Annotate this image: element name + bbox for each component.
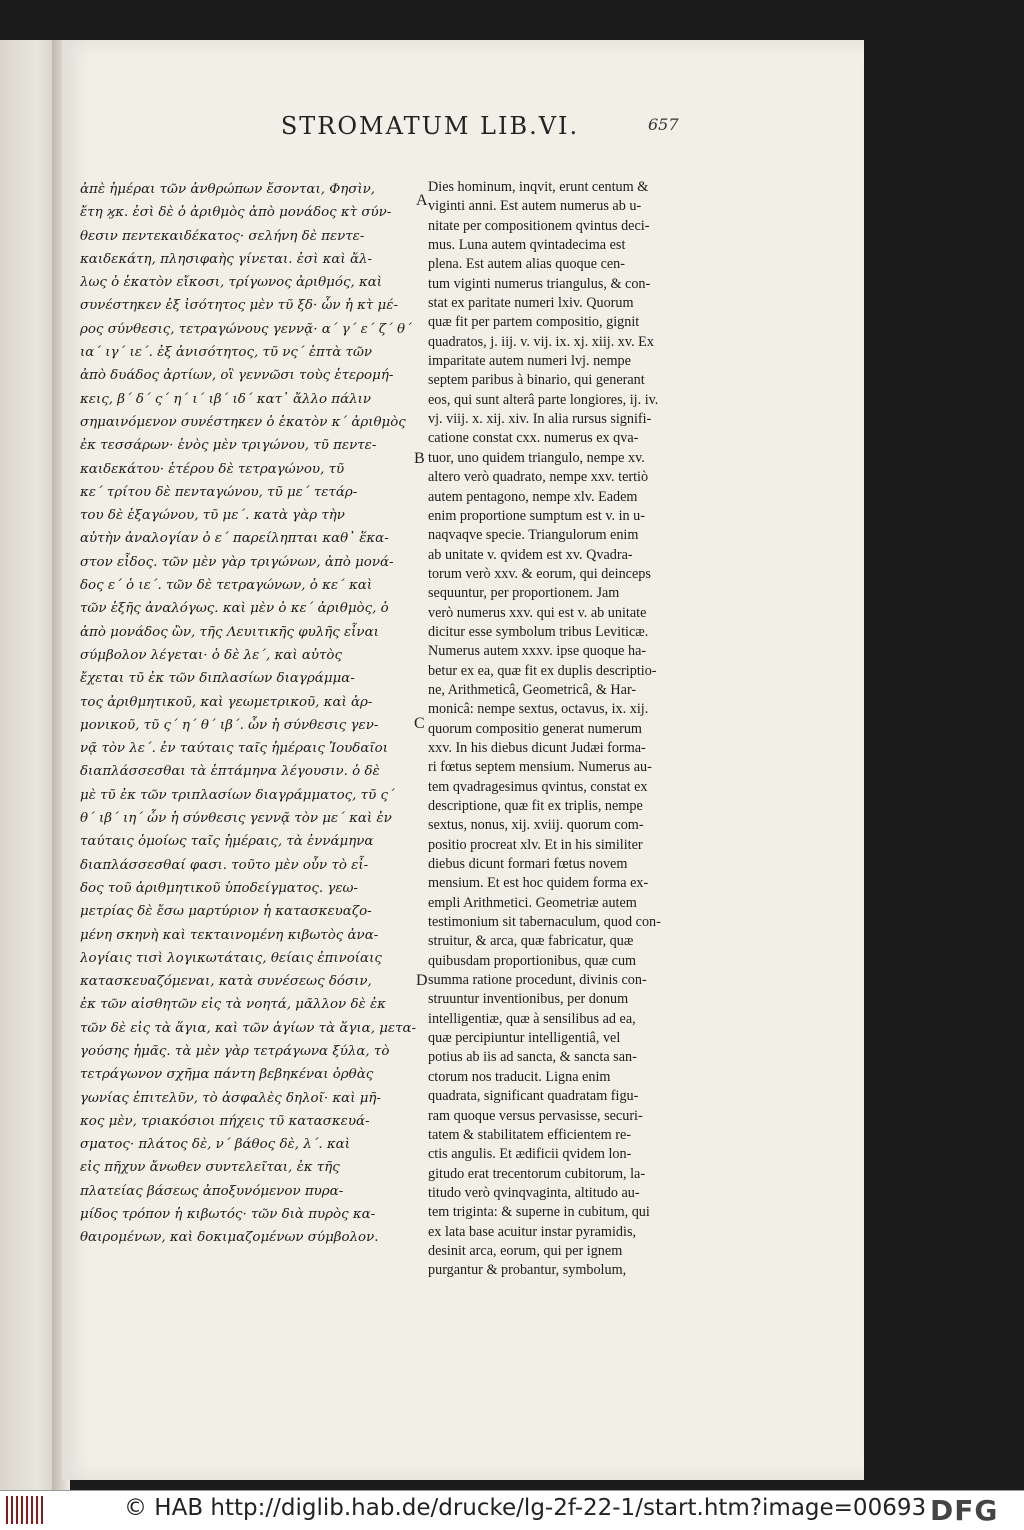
latin-text-line: monicâ: nempe sextus, octavus, ix. xij.: [428, 701, 649, 718]
latin-text-line: betur ex ea, quæ fit ex duplis descriptio-: [428, 662, 657, 679]
latin-text-line: gitudo erat trecentorum cubitorum, la-: [428, 1165, 646, 1182]
latin-text-line: tum viginti numerus triangulus, & con-: [428, 275, 651, 292]
latin-text-line: enim proportione sumptum est v. in u-: [428, 507, 645, 524]
greek-text-line: τετράγωνον σχῆμα πάντη βεβηκέναι ὀρθὰς: [80, 1067, 374, 1083]
greek-text-line: εἰς πῆχυν ἄνωθεν συντελεῖται, ἐκ τῆς: [80, 1160, 340, 1176]
folio-number: 657: [648, 115, 679, 134]
greek-text-line: μετρίας δὲ ἔσω μαρτύριον ἡ κατασκευαζο-: [80, 904, 372, 920]
greek-text-line: κε΄ τρίτου δὲ πενταγώνου, τῦ με΄ τετάρ-: [80, 484, 358, 500]
viewer-footer: [0, 1490, 1024, 1530]
greek-text-line: τῶν δὲ εἰς τὰ ἅγια, καὶ τῶν ἁγίων τὰ ἅγια, μετα-: [80, 1020, 417, 1036]
greek-text-line: κεις, β΄ δ΄ ς΄ η΄ ι΄ ιβ΄ ιδ΄ κατ᾽ ἄλλο πάλιν: [80, 391, 372, 407]
latin-text-line: tem qvadragesimus qvintus, constat ex: [428, 778, 648, 795]
latin-text-line: positio procreat xlv. Et in his similiter: [428, 836, 643, 853]
latin-text-line: catione constat cxx. numerus ex qva-: [428, 430, 639, 447]
greek-text-line: διαπλάσσεσθαί φασι. τοῦτο μὲν οὖν τὸ εἶ-: [80, 857, 369, 873]
section-marker-b: B: [414, 450, 425, 467]
greek-text-line: σύμβολον λέγεται· ὁ δὲ λε΄, καὶ αὐτὸς: [80, 647, 342, 663]
latin-text-line: empli Arithmetici. Geometriæ autem: [428, 894, 637, 911]
latin-text-line: quorum compositio generat numerum: [428, 720, 642, 737]
greek-text-line: ἀπὸ μονάδος ὢν, τῆς Λευιτικῆς φυλῆς εἶναι: [80, 624, 379, 640]
latin-text-line: potius ab iis ad sancta, & sancta san-: [428, 1049, 637, 1066]
greek-text-line: δος ε΄ ὁ ιε΄. τῶν δὲ τετραγώνων, ὁ κε΄ καὶ: [80, 578, 373, 594]
latin-text-line: ex lata base acuitur instar pyramidis,: [428, 1223, 637, 1240]
latin-text-line: quadrata, significant quadratam figu-: [428, 1088, 639, 1105]
latin-text-line: altero verò quadrato, nempe xxv. tertiò: [428, 469, 649, 486]
greek-text-line: λως ὁ ἑκατὸν εἴκοσι, τρίγωνος ἀριθμός, καὶ: [80, 275, 383, 291]
greek-text-line: θαιρομένων, καὶ δοκιμαζομένων σύμβολον.: [80, 1230, 379, 1246]
latin-text-line: ab unitate v. qvidem est xv. Qvadra-: [428, 546, 633, 563]
greek-text-line: σματος· πλάτος δὲ, ν΄ βάθος δὲ, λ΄. καὶ: [80, 1137, 350, 1153]
latin-text-line: quæ fit per partem compositio, gignit: [428, 314, 640, 331]
latin-text-line: dicitur esse symbolum tribus Leviticæ.: [428, 623, 649, 640]
latin-text-line: tem triginta: & superne in cubitum, qui: [428, 1204, 650, 1221]
latin-text-line: ram quoque versus pervasisse, securi-: [428, 1107, 643, 1124]
greek-text-line: γούσης ἡμᾶς. τὰ μὲν γὰρ τετράγωνα ξύλα, τὸ: [80, 1043, 390, 1059]
latin-text-line: torum verò xxv. & eorum, qui deinceps: [428, 565, 651, 582]
greek-text-line: λογίαις τισὶ λογικωτάταις, θείαις ἐπινοίαις: [80, 950, 382, 966]
greek-text-line: αὐτὴν ἀναλογίαν ὁ ε΄ παρείληπται καθ᾽ ἕκα-: [80, 531, 389, 547]
latin-text-line: nitate per compositionem qvintus deci-: [428, 217, 650, 234]
greek-text-column: [80, 178, 420, 1250]
latin-text-line: summa ratione procedunt, divinis con-: [428, 972, 647, 989]
latin-text-line: stat ex paritate numeri lxiv. Quorum: [428, 295, 634, 312]
greek-text-line: του δὲ ἑξαγώνου, τῦ με΄. κατὰ γὰρ τὴν: [80, 508, 345, 524]
latin-text-line: viginti anni. Est autem numerus ab u-: [428, 198, 642, 215]
section-marker-c: C: [414, 715, 425, 732]
latin-text-line: descriptione, quæ fit ex triplis, nempe: [428, 798, 643, 814]
greek-text-line: θ΄ ιβ΄ ιη΄ ὧν ἡ σύνθεσις γεννᾷ τὸν με΄ καὶ ἐν: [80, 811, 392, 827]
latin-text-line: intelligentiæ, quæ à sensilibus ad ea,: [428, 1010, 636, 1027]
latin-text-line: struuntur inventionibus, per donum: [428, 991, 629, 1008]
greek-text-line: ταύταις ὁμοίως ταῖς ἡμέραις, τὰ ἐννάμηνα: [80, 834, 374, 850]
latin-text-line: imparitate autem numeri lvj. nempe: [428, 353, 631, 370]
latin-text-line: purgantur & probantur, symbolum,: [428, 1262, 627, 1279]
greek-text-line: ἔτη ϗκ. ἐσὶ δὲ ὁ ἀριθμὸς ἀπὸ μονάδος κτ̀ σύν-: [80, 205, 392, 221]
latin-text-line: tuor, uno quidem triangulo, nempe xv.: [428, 449, 645, 466]
greek-text-line: τῶν ἑξῆς ἀναλόγως. καὶ μὲν ὁ κε΄ ἀριθμὸς, ὁ: [80, 601, 389, 617]
latin-text-line: sequuntur, per proportionem. Jam: [428, 585, 620, 602]
greek-text-line: ἐκ τῶν αἰσθητῶν εἰς τὰ νοητά, μᾶλλον δὲ ἐκ: [80, 997, 386, 1013]
latin-text-line: ctis angulis. Et ædificii qvidem lon-: [428, 1146, 632, 1163]
latin-text-line: mensium. Et est hoc quidem forma ex-: [428, 875, 649, 892]
source-credit-link[interactable]: © HAB http://diglib.hab.de/drucke/lg-2f-22-1/start.htm?image=00693: [124, 1495, 927, 1521]
section-marker-a: A: [416, 192, 428, 209]
greek-text-line: μὲ τῦ ἐκ τῶν τριπλασίων διαγράμματος, τῦ ς΄: [80, 787, 395, 803]
latin-text-line: verò numerus xxv. qui est v. ab unitate: [428, 604, 647, 621]
latin-text-line: ctorum nos traducit. Ligna enim: [428, 1068, 611, 1085]
greek-text-line: πλατείας βάσεως ἀποξυνόμενον πυρα-: [80, 1183, 344, 1199]
greek-text-line: γωνίας ἐπιτελῦν, τὸ ἀσφαλὲς δηλοῖ· καὶ μῆ-: [80, 1090, 381, 1106]
greek-text-line: σημαινόμενον συνέστηκεν ὁ ἑκατὸν κ΄ ἀριθμὸς: [80, 414, 406, 430]
latin-text-line: mus. Luna autem qvintadecima est: [428, 237, 626, 254]
latin-text-line: desinit arca, eorum, qui per ignem: [428, 1242, 623, 1259]
latin-text-line: sextus, nonus, xij. xviij. quorum com-: [428, 817, 644, 834]
section-marker-d: D: [416, 972, 428, 989]
latin-text-line: struitur, & arca, quæ fabricatur, quæ: [428, 933, 634, 950]
latin-text-line: diebus dicunt formari fœtus novem: [428, 856, 628, 873]
dfg-logo: DFG: [930, 1494, 999, 1527]
latin-text-line: testimonium sit tabernaculum, quod con-: [428, 914, 661, 931]
latin-text-line: tatem & stabilitatem efficientem re-: [428, 1126, 632, 1143]
greek-text-line: διαπλάσσεσθαι τὰ ἑπτάμηνα λέγουσιν. ὁ δὲ: [80, 764, 380, 780]
greek-text-line: στον εἶδος. τῶν μὲν γὰρ τριγώνων, ἀπὸ μονά-: [80, 554, 394, 570]
greek-text-line: κος μὲν, τριακόσιοι πήχεις τῦ κατασκευά-: [80, 1113, 370, 1129]
hab-logo: [6, 1496, 46, 1524]
latin-text-line: ne, Arithmeticâ, Geometricâ, & Har-: [428, 681, 637, 698]
greek-text-line: μονικοῦ, τῦ ς΄ η΄ θ΄ ιβ΄. ὧν ἡ σύνθεσις γεν-: [80, 717, 379, 733]
greek-text-line: ἀπὸ δυάδος ἀρτίων, οἳ γεννῶσι τοὺς ἑτερομή-: [80, 368, 394, 384]
greek-text-line: κατασκευαζόμεναι, κατὰ συνέσεως δόσιν,: [80, 974, 372, 990]
greek-text-line: καιδεκάτου· ἑτέρου δὲ τετραγώνου, τῦ: [80, 461, 345, 477]
latin-text-line: quæ percipiuntur intelligentiâ, vel: [428, 1030, 621, 1047]
latin-text-line: Dies hominum, inqvit, erunt centum &: [428, 179, 649, 195]
greek-text-line: νᾷ τὸν λε΄. ἐν ταύταις ταῖς ἡμέραις Ἰουδαῖοι: [80, 741, 388, 757]
greek-text-line: θεσιν πεντεκαιδέκατος· σελήνη δὲ πεντε-: [80, 228, 365, 244]
greek-text-line: συνέστηκεν ἐξ ἰσότητος μὲν τῦ ξδ· ὧν ἡ κτ̀ μέ-: [80, 298, 398, 314]
greek-text-line: ρος σύνθεσις, τετραγώνους γεννᾷ· α΄ γ΄ ε΄ ζ΄ θ΄: [80, 321, 412, 337]
latin-text-line: titudo verò qvinqvaginta, altitudo au-: [428, 1184, 640, 1201]
greek-text-line: καιδεκάτη, πλησιφαὴς γίνεται. ἐσὶ καὶ ἄλ-: [80, 251, 372, 267]
greek-text-line: ια΄ ιγ΄ ιε΄. ἐξ ἀνισότητος, τῦ νς΄ ἑπτὰ τῶν: [80, 345, 373, 361]
latin-text-line: vj. viij. x. xij. xiv. In alia rursus signifi-: [428, 411, 652, 428]
latin-text-line: Numerus autem xxxv. ipse quoque ha-: [428, 643, 647, 660]
greek-text-line: δος τοῦ ἀριθμητικοῦ ὑποδείγματος. γεω-: [80, 880, 358, 896]
greek-text-line: ἀπὲ ἡμέραι τῶν ἀνθρώπων ἔσονται, Φησὶν,: [80, 182, 376, 197]
greek-text-line: ἐκ τεσσάρων· ἑνὸς μὲν τριγώνου, τῦ πεντε-: [80, 438, 377, 454]
greek-text-line: ἔχεται τῦ ἐκ τῶν διπλασίων διαγράμμα-: [80, 671, 355, 687]
greek-text-line: μίδος τρόπον ἡ κιβωτός· τῶν διὰ πυρὸς κα-: [80, 1207, 376, 1223]
latin-text-line: plena. Est autem alias quoque cen-: [428, 256, 625, 273]
latin-text-line: autem pentagono, nempe xlv. Eadem: [428, 488, 638, 505]
latin-text-line: naqvaqve specie. Triangulorum enim: [428, 527, 639, 544]
latin-text-line: xxv. In his diebus dicunt Judæi forma-: [428, 739, 646, 756]
latin-text-line: ri fœtus septem mensium. Numerus au-: [428, 759, 652, 776]
latin-text-column: [428, 178, 770, 1281]
latin-text-line: eos, qui sunt alterâ parte longiores, ij. iv.: [428, 391, 659, 408]
latin-text-line: quibusdam proportionibus, quæ cum: [428, 952, 637, 969]
latin-text-line: septem paribus à binario, qui generant: [428, 372, 645, 389]
greek-text-line: μένη σκηνὴ καὶ τεκταινομένη κιβωτὸς ἀνα-: [80, 927, 379, 943]
running-head: STROMATUM LIB.VI.: [280, 112, 580, 140]
greek-text-line: τος ἀριθμητικοῦ, καὶ γεωμετρικοῦ, καὶ ἁρ-: [80, 694, 373, 710]
latin-text-line: quadratos, j. iij. v. vij. ix. xj. xiij. xv. Ex: [428, 333, 654, 350]
